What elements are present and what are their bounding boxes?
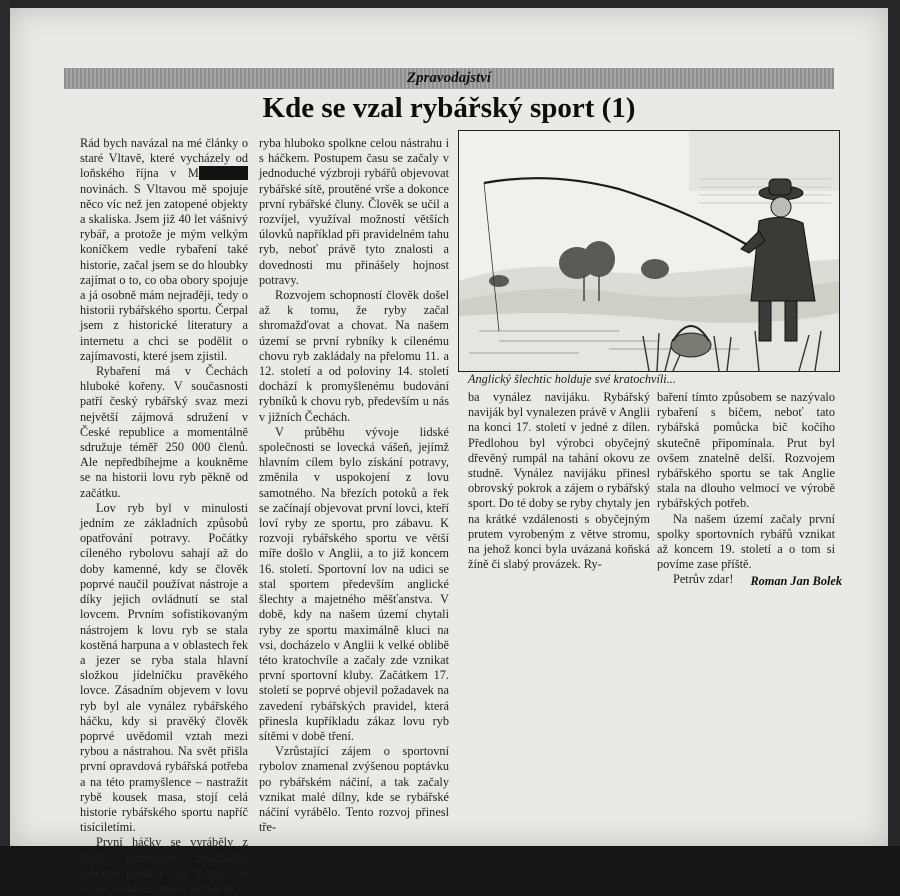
paragraph: Rozvojem schopností člověk došel až k tomu, že ryby začal shromažďovat a chovat. Na našem území se první rybníky k cílenému chovu ryb zakládaly na přelomu 11. a 12. století a od poloviny 14. století dochází k promyšlenému budování rybníků k chovu ryb, především u nás v jižních Čechách. (259, 288, 449, 424)
paragraph: V průběhu vývoje lidské společnosti se lovecká vášeň, jejímž hlavním cílem bylo získání potravy, změnila v uspokojení z lovu samotného. Na březích potoků a řek se začínají objevovat první lovci, kteří loví ryby ze sportu, pro zábavu. K rozvoji rybářského sportu ve větší míře došlo v Anglii, a to již koncem 16. století. Sportovní lov na udici se stal sportem především anglické šlechty a majetného měšťanstva. V době, kdy na našem území chytali ryby ze sportu maximálně kluci na vsi, docházelo v Anglii k velké oblibě této kratochvíle a začaly zde vznikat první sportovní kluby. Začátkem 17. století se poprvé objevil požadavek na zavedení rybářských pravidel, která přinesla kupříkladu zákaz lovu ryb sítěmi v době tření. (259, 424, 449, 743)
paragraph: První háčky se vyráběly z kostí ulovených živočichů, mnohdy právě z ryb, a byly tak velké, že lovec musel počkat až (80, 835, 248, 895)
paragraph: ryba hluboko spolkne celou nástrahu i s háčkem. Postupem času se začaly v jednoduché výzbroji rybářů objevovat rybářské sítě, proutěné vrše a dokonce první rybářské čluny. Člověk se učil a rozvíjel, využíval možností větších úlovků například při pravidelném tahu ryb, neboť právě tyto znalosti a dovednosti mu přinášely hojnost potravy. (259, 136, 449, 287)
paragraph: Lov ryb byl v minulosti jedním ze základních způsobů opatřování potravy. Počátky cíleného rybolovu sahají až do doby kamenné, kdy se člověk poprvé naučil používat nástroje a díky jejich ovládnutí se stal lovcem. Prvním sofistikovaným nástrojem k lovu ryb se stala kostěná harpuna a v oblastech řek a jezer se ryba stala hlavní složkou jídelníčku pravěkého lovce. Zásadním objevem v lovu ryb byl ale vynález rybářského háčku, kdy si pravěký člověk poprvé uvědomil vztah mezi rybou a nástrahou. Na svět přišla první opravdová rybářská potřeba a na této pramyšlence – nastražit rybě kousek masa, stojí celá historie rybářského sportu napříč tisíciletími. (80, 500, 248, 835)
angler-engraving-illustration (458, 130, 840, 372)
article-column-4 (657, 390, 835, 588)
paragraph: ba vynález navijáku. Rybářský naviják byl vynalezen právě v Anglii na konci 17. století v jedné z dílen. Předlohou byl výrobci obyčejný dřevěný rumpál na tahání okovu ze studně. Vynález navijáku přinesl obrovský pokrok a zájem o rybářský sport. Do té doby se ryby chytaly jen na krátké vzdálenosti s obyčejným prutem vyrobeným z větve stromu, na jehož konci byla uvázaná koňská žíně či slabý provázek. Ry- (468, 390, 650, 572)
article-column-1 (80, 136, 248, 896)
section-label: Zpravodajství (406, 70, 492, 86)
redaction-block: xxxxxxxx (198, 166, 248, 181)
paragraph: Na našem území začaly první spolky sportovních rybářů vznikat až koncem 19. století a o tom si povíme zase příště. (657, 511, 835, 572)
article-column-2 (259, 136, 449, 835)
article-headline: Kde se vzal rybářský sport (1) (262, 92, 636, 124)
paragraph: baření tímto způsobem se nazývalo rybaření s bičem, neboť tato rybářská pomůcka bič kočího skutečně připomínala. Prut byl ovšem znatelně delší. Rozvojem rybářského sportu se tak Anglie stala na dlouho velmocí ve výrobě rybářských potřeb. (657, 390, 835, 511)
paragraph: Rád bych navázal na mé články o staré Vltavě, které vycházely od loňského října v Mxxxxxxxx novinách. S Vltavou mě spojuje něco víc než jen zatopené objekty a skaliska. Jsem již 40 let vášnivý rybář, a protože je mým velkým koníčkem vedle rybaření také historie, začal jsem se do hloubky zajímat o to, co oba obory spojuje a já osobně mám nejraději, tedy o historii rybářského sportu. Čerpal jsem z historické literatury a internetu a chci se podělit o zajímavosti, které jsem zjistil. (80, 136, 248, 363)
section-bar (64, 68, 834, 89)
paragraph: Petrův zdar! (673, 572, 734, 587)
author-byline: Roman Jan Bolek (750, 574, 842, 588)
article-column-3 (468, 390, 650, 572)
newspaper-page (10, 8, 888, 895)
illustration-svg (459, 131, 839, 371)
frame-edge (0, 0, 10, 846)
paragraph: Rybaření má v Čechách hluboké kořeny. V současnosti patří český rybářský svaz mezi největší zájmová sdružení v České republice a momentálně sdružuje téměř 250 000 členů. Ale nepředbíhejme a koukněme se na historii lovu ryb pěkně od začátku. (80, 364, 248, 500)
figure-caption: Anglický šlechtic holduje své kratochvíli... (468, 372, 676, 386)
paragraph: Vzrůstající zájem o sportovní rybolov znamenal zvýšenou poptávku po rybářském náčiní, a tak začaly vznikat malé dílny, kde se rybářské náčiní vyrábělo. Tento rozvoj přinesl tře- (259, 744, 449, 835)
